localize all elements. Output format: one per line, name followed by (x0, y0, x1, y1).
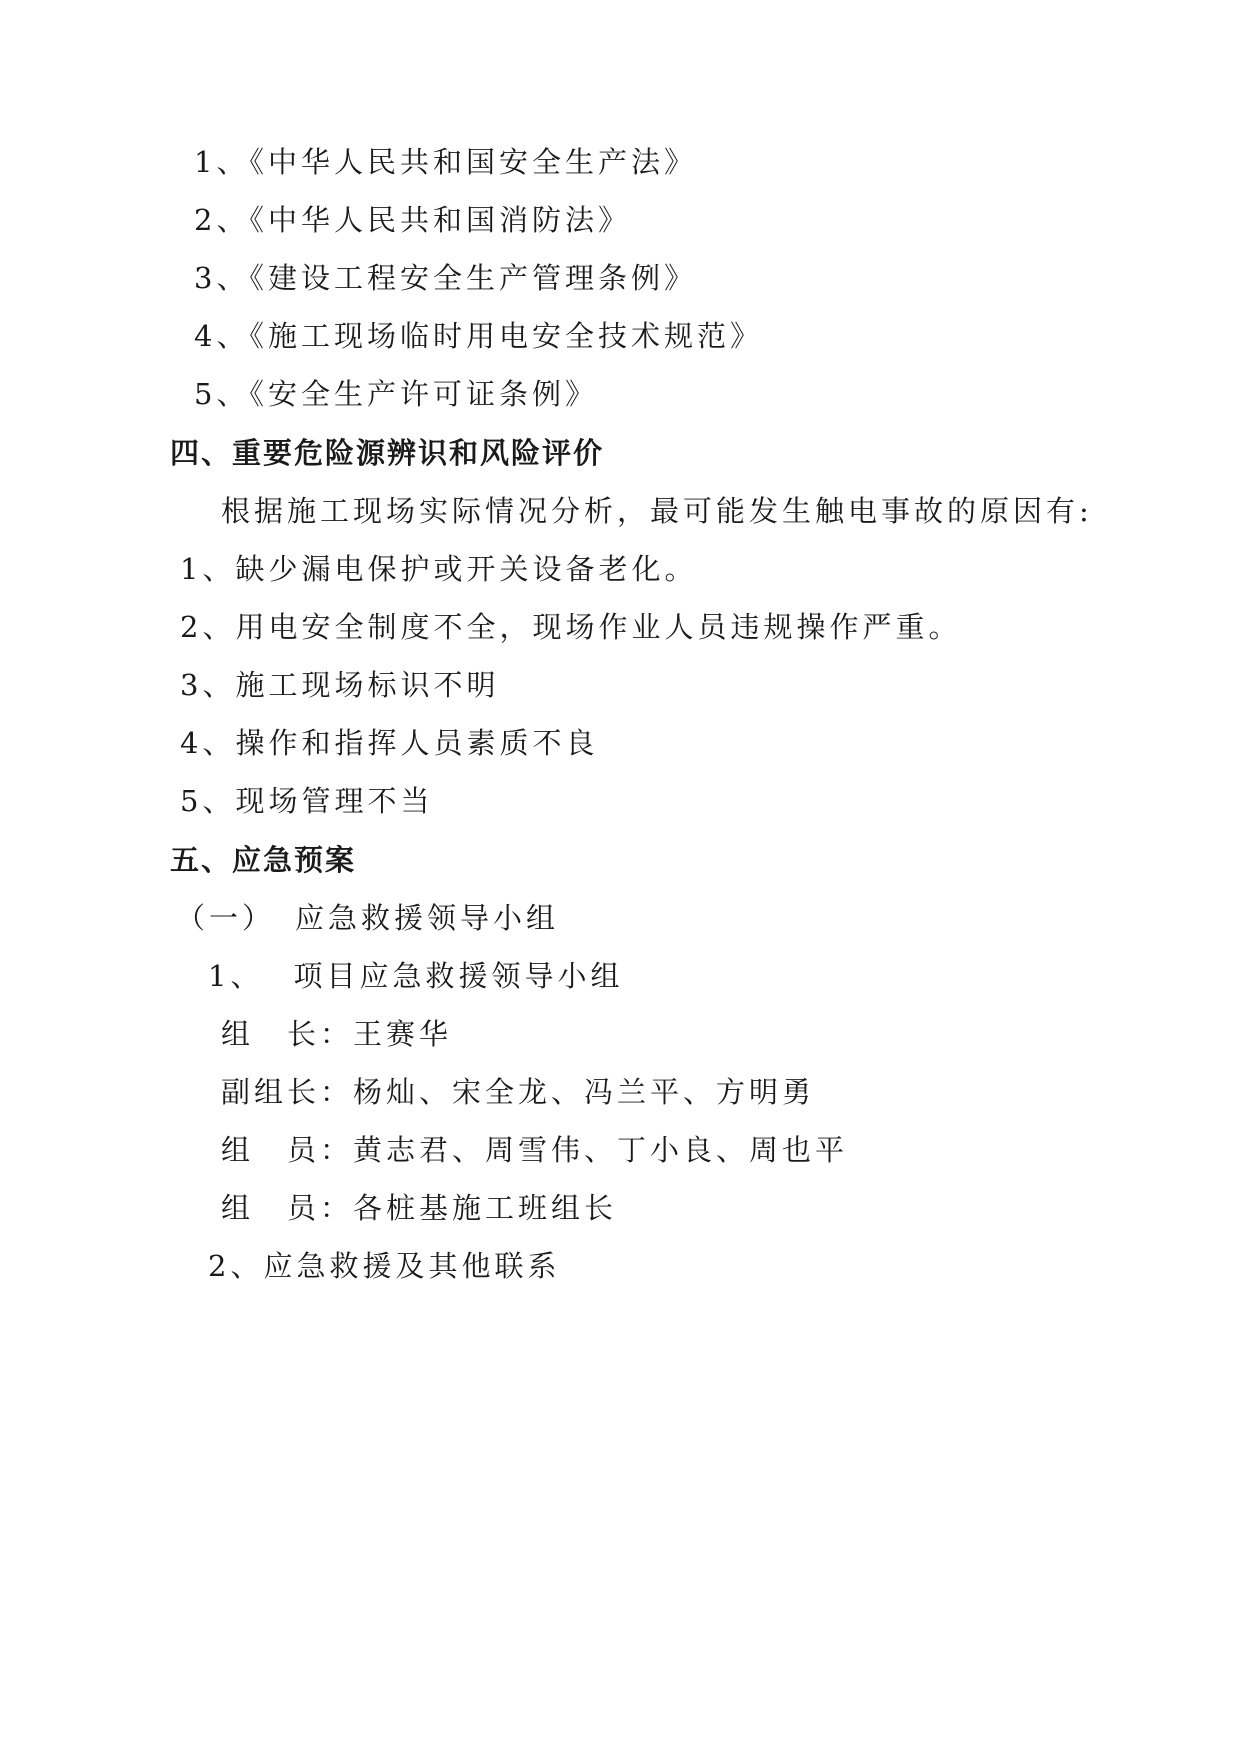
section-heading: 五、应急预案 (170, 843, 357, 877)
item-number: 1、 (208, 959, 264, 993)
law-item: 2、《中华人民共和国消防法》 (194, 203, 631, 237)
law-item: 3、《建设工程安全生产管理条例》 (194, 261, 697, 295)
numbered-heading: 2、应急救援及其他联系 (208, 1249, 561, 1283)
cause-item: 5、现场管理不当 (180, 784, 434, 818)
roster-deputy: 副组长：杨灿、宋全龙、冯兰平、方明勇 (221, 1075, 816, 1109)
subsection-title: 应急救援领导小组 (295, 901, 560, 935)
law-item: 5、《安全生产许可证条例》 (194, 377, 598, 411)
numbered-heading (208, 959, 624, 993)
cause-item: 1、缺少漏电保护或开关设备老化。 (180, 552, 698, 586)
paragraph: 根据施工现场实际情况分析，最可能发生触电事故的原因有: (221, 494, 1093, 528)
roster-members: 组 员：各桩基施工班组长 (221, 1191, 618, 1225)
cause-item: 3、施工现场标识不明 (180, 668, 500, 702)
subsection-number: （一） (176, 901, 276, 935)
section-heading: 四、重要危险源辨识和风险评价 (170, 436, 605, 470)
law-item: 4、《施工现场临时用电安全技术规范》 (194, 319, 763, 353)
roster-members: 组 员：黄志君、周雪伟、丁小良、周也平 (221, 1133, 849, 1167)
cause-item: 4、操作和指挥人员素质不良 (180, 726, 599, 760)
cause-item: 2、用电安全制度不全，现场作业人员违规操作严重。 (180, 610, 962, 644)
subsection-heading (176, 901, 560, 935)
item-title: 项目应急救援领导小组 (293, 959, 624, 993)
law-item: 1、《中华人民共和国安全生产法》 (194, 145, 697, 179)
roster-leader: 组 长：王赛华 (221, 1017, 453, 1051)
